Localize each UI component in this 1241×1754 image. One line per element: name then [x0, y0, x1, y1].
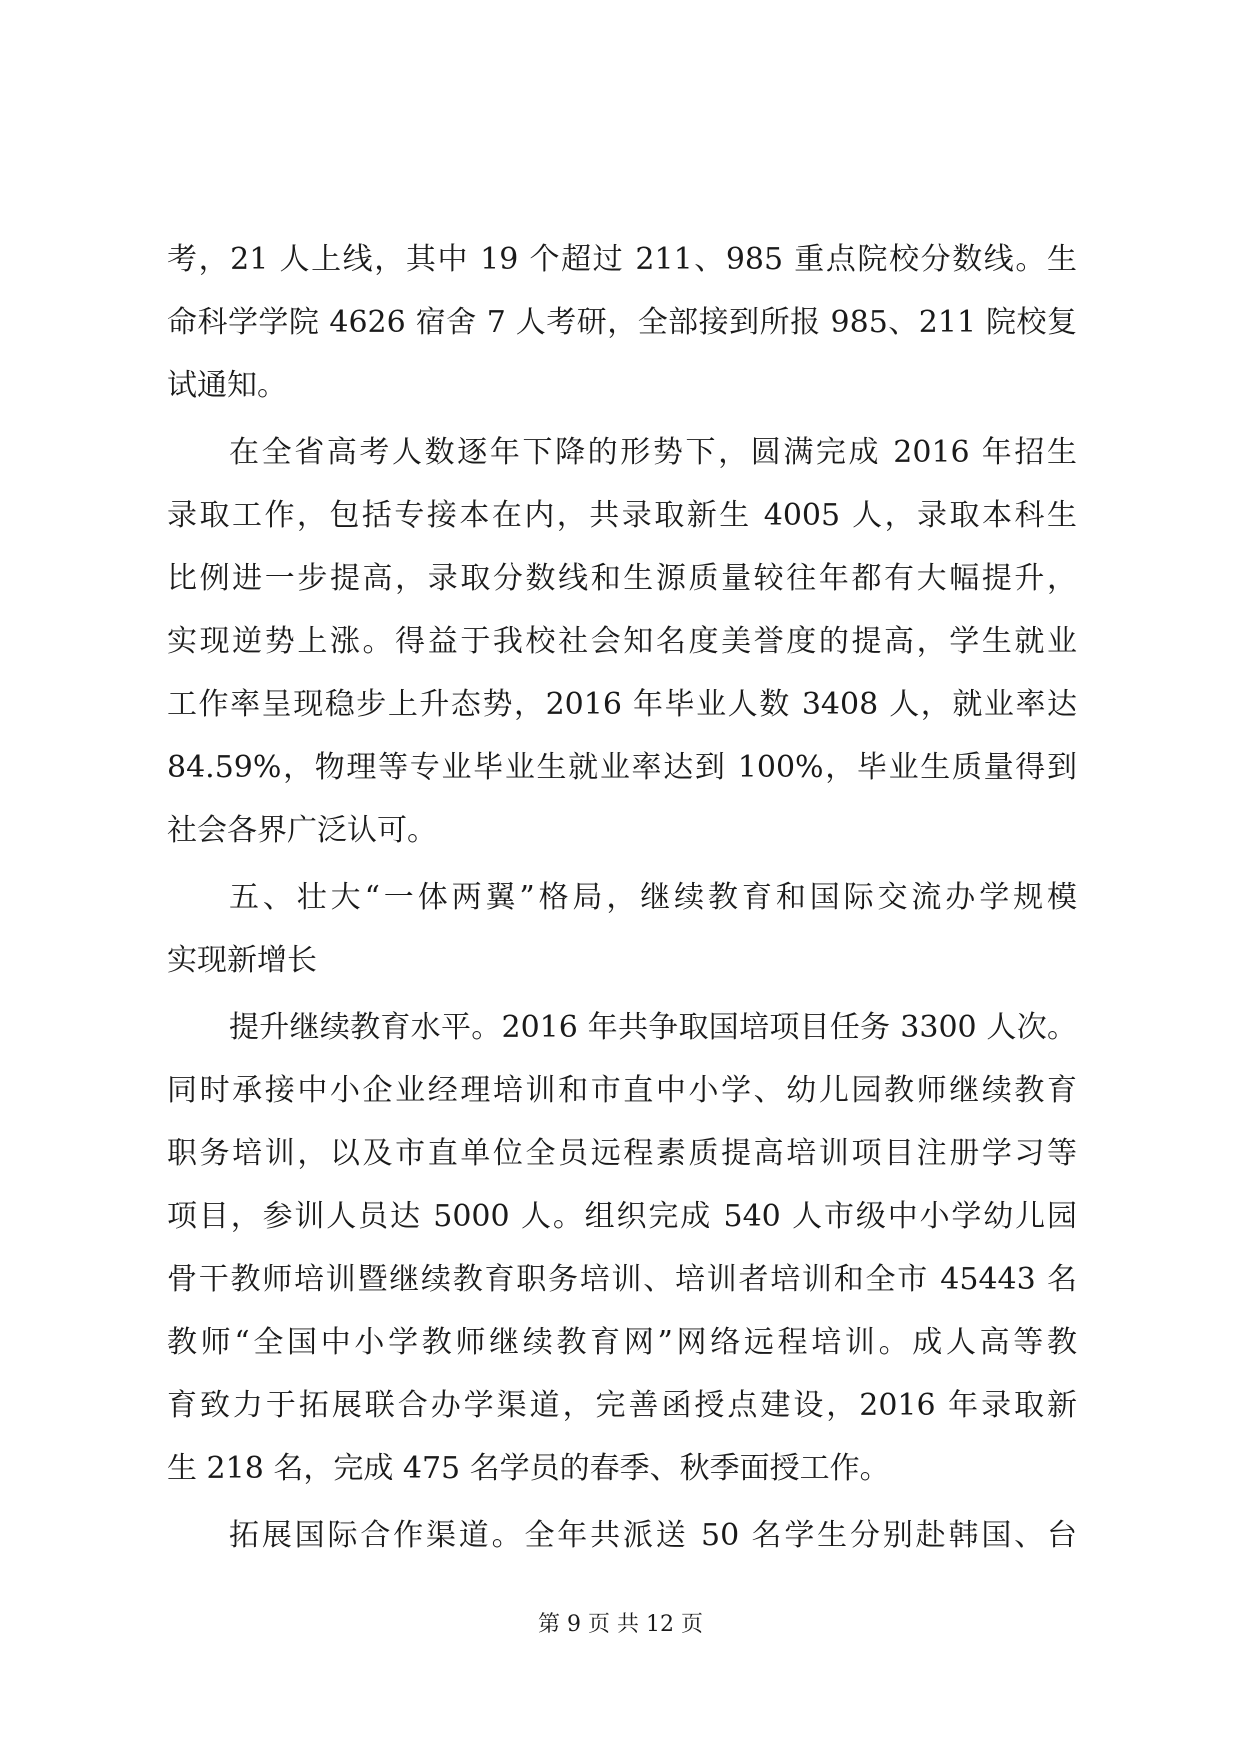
text-line: 比例进一步提高，录取分数线和生源质量较往年都有大幅提升， [167, 561, 1077, 596]
paragraph-first-line: 在全省高考人数逐年下降的形势下，圆满完成 2016 年招生 [229, 435, 1077, 470]
text-line: 考，21 人上线，其中 19 个超过 211、985 重点院校分数线。生 [167, 242, 1077, 277]
page-number: 第 9 页 共 12 页 [538, 1612, 703, 1637]
text-line: 教师“全国中小学教师继续教育网”网络远程培训。成人高等教 [167, 1325, 1077, 1360]
text-line: 生 218 名，完成 475 名学员的春季、秋季面授工作。 [167, 1451, 890, 1486]
text-line: 工作率呈现稳步上升态势，2016 年毕业人数 3408 人，就业率达 [167, 687, 1077, 722]
text-line: 录取工作，包括专接本在内，共录取新生 4005 人，录取本科生 [167, 498, 1077, 533]
text-line: 命科学学院 4626 宿舍 7 人考研，全部接到所报 985、211 院校复 [167, 305, 1077, 340]
text-line: 同时承接中小企业经理培训和市直中小学、幼儿园教师继续教育 [167, 1073, 1077, 1108]
paragraph-first-line: 拓展国际合作渠道。全年共派送 50 名学生分别赴韩国、台 [229, 1518, 1077, 1553]
text-line: 试通知。 [167, 368, 287, 403]
section-heading: 五、壮大“一体两翼”格局，继续教育和国际交流办学规模 [229, 880, 1077, 915]
text-line: 育致力于拓展联合办学渠道，完善函授点建设，2016 年录取新 [167, 1388, 1077, 1423]
text-line: 职务培训，以及市直单位全员远程素质提高培训项目注册学习等 [167, 1136, 1077, 1171]
section-heading: 实现新增长 [167, 943, 317, 978]
text-line: 84.59%，物理等专业毕业生就业率达到 100%，毕业生质量得到 [167, 750, 1077, 785]
paragraph-first-line: 提升继续教育水平。2016 年共争取国培项目任务 3300 人次。 [229, 1010, 1077, 1045]
text-line: 骨干教师培训暨继续教育职务培训、培训者培训和全市 45443 名 [167, 1262, 1077, 1297]
text-line: 社会各界广泛认可。 [167, 813, 437, 848]
text-line: 实现逆势上涨。得益于我校社会知名度美誉度的提高，学生就业 [167, 624, 1077, 659]
document-body [167, 228, 1077, 1567]
text-line: 项目，参训人员达 5000 人。组织完成 540 人市级中小学幼儿园 [167, 1199, 1077, 1234]
